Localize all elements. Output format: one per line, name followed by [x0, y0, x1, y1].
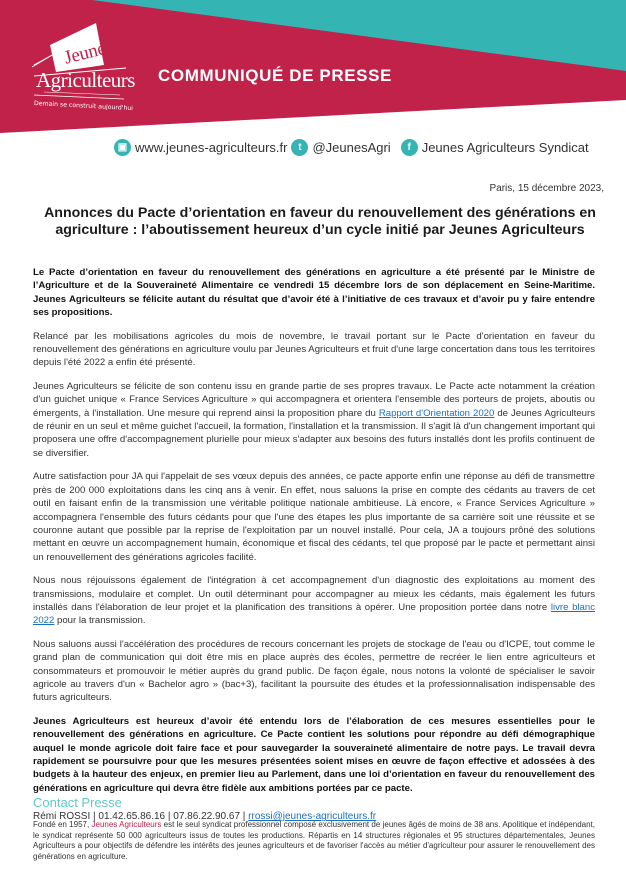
logo-tagline: Demain se construit aujourd'hui: [33, 100, 134, 113]
footer-text: Fondé en 1957,: [33, 820, 92, 829]
contact-phone-1: 01.42.65.86.16: [98, 811, 166, 823]
lead-paragraph: Le Pacte d’orientation en faveur du renouvellement des générations en agriculture a été présenté par le Ministre de l’Agriculture et de la Souveraineté Alimentaire ce vendredi 15 décembre lors de son déplacement en Seine-Maritime. Jeunes Agriculteurs se félicite autant du résultat que d’avoir été à l’initiative de ces travaux et d’avoir pu y faire entendre ses propositions.: [33, 267, 595, 319]
paragraph-4: [33, 574, 595, 628]
paragraph-2: [33, 380, 595, 460]
facebook-label: Jeunes Agriculteurs Syndicat: [421, 139, 589, 155]
logo-text-jeunes: Jeunes: [62, 36, 115, 69]
footer-brand: Jeunes Agriculteurs: [91, 820, 162, 829]
paragraph-4-text-end: pour la transmission.: [54, 615, 146, 627]
boilerplate-footer: [33, 820, 595, 862]
press-release-header: [0, 0, 626, 135]
jeunes-agriculteurs-logo: [24, 20, 134, 112]
paragraph-2-text: Jeunes Agriculteurs se félicite de son contenu issu en grande partie de ses propres travaux. Le Pacte acte notamment la création d'un guichet unique « France Services Agriculture » qui accompagnera et orientera l'ensemble des porteurs de projets, aboutis ou émergents, à l'installation. Une mesure qui reprend ainsi la proposition phare du: [33, 380, 595, 419]
monitor-icon: ▣: [114, 139, 131, 156]
paragraph-2-text-end: de Jeunes Agriculteurs de réunir en un seul et même guichet l'accueil, la formation, l'installation et la transmission. Il s'agit là d'un changement important qui proposera une offre d'accompagnement plurielle pour mieux s'adapter aux besoins des futurs installés dont les profils continuent de se diversifier.: [33, 407, 596, 459]
paragraph-1: Relancé par les mobilisations agricoles du mois de novembre, le travail portant sur le Pacte d'orientation en faveur du renouvellement des générations en agriculture voulu par Jeunes Agriculteurs et fruit d'une large concertation dans tous les territoires depuis l'été 2022 a enfin été présenté.: [33, 330, 595, 369]
article-body: [33, 266, 595, 824]
website-link[interactable]: [114, 139, 287, 156]
separator: |: [240, 811, 249, 823]
website-label: www.jeunes-agriculteurs.fr: [135, 139, 288, 155]
conclusion-paragraph: Jeunes Agriculteurs est heureux d’avoir été entendu lors de l’élaboration de ces mesures essentielles pour le renouvellement des générations en agriculture. Ce Pacte contient les solutions pour répondre au défi démographique auquel le monde agricole doit faire face et pour sauvegarder la souveraineté alimentaire de notre pays. Le travail devra rapidement se poursuivre pour que les mesures présentées soient mises en œuvre de façon effective et adossées à des budgets à la hauteur des enjeux, en premier lieu au Parlement, dans une loi d’orientation en faveur du renouvellement des générations en agriculture qui devra être fidèle aux ambitions portées par ce pacte.: [33, 715, 595, 794]
contact-title: Contact Presse: [33, 795, 122, 811]
facebook-link[interactable]: [401, 139, 589, 156]
contact-email-link[interactable]: rrossi@jeunes-agriculteurs.fr: [248, 811, 377, 823]
release-date: Paris, 15 décembre 2023,: [489, 183, 604, 194]
livre-blanc-link[interactable]: livre blanc 2022: [33, 601, 595, 627]
twitter-link[interactable]: [291, 139, 390, 156]
paragraph-3: Autre satisfaction pour JA qui l'appelait de ses vœux depuis des années, ce pacte apporte enfin une réponse au défi de transmettre près de 200 000 exploitations dans les cinq ans à venir. En effet, nous saluons la prise en compte des cédants au travers de cet outil en faisant enfin de la transmission une véritable politique nationale ambitieuse. Là encore, « France Services Agriculture » accompagnera l'ensemble des futurs cédants pour que l'une des étapes les plus importante de sa carrière soit une réussite et se couronne autant que possible par la reprise de l'exploitation par un nouvel installé. Pour cela, JA a toujours prôné des solutions mettant en œuvre un accompagnement humain, économique et fiscal des cédants, tel que proposé par le pacte et permettant ainsi un renouvellement des générations agricoles facilité.: [33, 471, 595, 563]
twitter-label: @JeunesAgri: [312, 139, 391, 155]
headline: Annonces du Pacte d’orientation en faveur du renouvellement des générations en agriculture : l’aboutissement heureux d’un cycle initié par Jeunes Agriculteurs: [44, 205, 596, 238]
contact-name: Rémi ROSSI: [33, 811, 91, 823]
paragraph-4-text: Nous nous réjouissons également de l'intégration à cet accompagnement d'un diagnostic des exploitations au moment des transmissions, modulaire et complet. Un outil déterminant pour accompagner au mieux les cédants, mais également les futurs installés dans l'élaboration de leur projet et la planification des transitions à opérer. Une proposition portée dans notre: [33, 575, 595, 613]
facebook-icon: f: [401, 139, 418, 156]
social-links: [114, 136, 593, 158]
contact-phone-2: 07.86.22.90.67: [173, 811, 241, 823]
page-title: COMMUNIQUÉ DE PRESSE: [158, 66, 392, 85]
footer-text-end: est le seul syndicat professionnel composé exclusivement de jeunes âgés de moins de 38 ans. Apolitique et indépendant, le syndicat représente 50 000 agriculteurs issus de toutes les productions. Répartis en 14 structures régionales et 95 structures départementales, Jeunes Agriculteurs a pour objectifs de défendre les intérêts des jeunes agriculteurs et de favoriser l'accès au métier d'agriculteur pour assurer le renouvellement des générations en agriculture.: [33, 820, 595, 861]
separator: |: [90, 811, 99, 823]
logo-text-agriculteurs: Agriculteurs: [36, 68, 135, 92]
separator: |: [165, 811, 174, 823]
paragraph-5: Nous saluons aussi l'accélération des procédures de recours concernant les projets de stockage de l'eau ou d'ICPE, tout comme le grand plan de communication qui doit être mis en place auprès des écoles, permettre de recréer le lien entre agriculteurs et consommateurs et promouvoir le métier auprès du grand public. De façon égale, nous notons la volonté de spécialiser le savoir agricole au travers d'un « Bachelor agro » (bac+3), facilitant la poursuite des études et la professionnalisation indispensable des futurs agriculteurs.: [33, 638, 595, 704]
rapport-orientation-link[interactable]: Rapport d'Orientation 2020: [378, 407, 495, 419]
twitter-icon: t: [291, 139, 308, 156]
